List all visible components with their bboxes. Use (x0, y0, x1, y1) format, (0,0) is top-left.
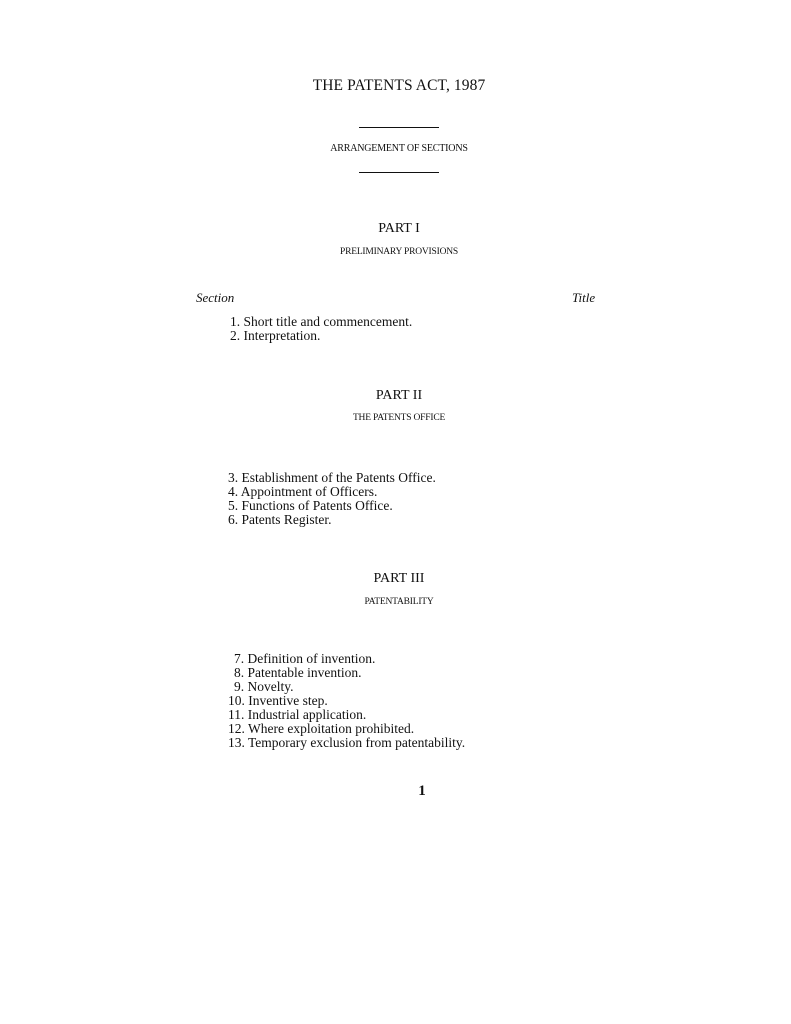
page-number: 1 (418, 783, 426, 799)
section-entry: 3. Establishment of the Patents Office. (228, 470, 436, 485)
section-entry: 4. Appointment of Officers. (228, 484, 378, 499)
section-entry: 7. Definition of invention. (234, 651, 376, 666)
part-3-heading: PATENTABILITY (364, 597, 434, 607)
section-entry: 10. Inventive step. (228, 693, 328, 708)
part-1-label: PART I (378, 221, 420, 236)
section-entry: 11. Industrial application. (228, 707, 367, 722)
part-2-section-list (228, 471, 436, 527)
title-column-label: Title (572, 290, 596, 305)
title-divider-top (359, 127, 439, 128)
section-entry: 6. Patents Register. (228, 512, 332, 527)
title-divider-bottom (359, 172, 439, 173)
part-1-heading: PRELIMINARY PROVISIONS (340, 247, 458, 257)
part-1-section-list (230, 315, 412, 343)
document-title: THE PATENTS ACT, 1987 (312, 77, 486, 94)
section-entry: 9. Novelty. (234, 679, 294, 694)
section-entry: 2. Interpretation. (230, 328, 321, 343)
section-entry: 13. Temporary exclusion from patentability. (228, 735, 466, 750)
section-entry: 5. Functions of Patents Office. (228, 498, 393, 513)
part-3-section-list (228, 652, 465, 750)
section-column-label: Section (196, 290, 235, 305)
arrangement-heading: ARRANGEMENT OF SECTIONS (330, 143, 468, 154)
part-2-label: PART II (375, 388, 423, 403)
section-entry: 8. Patentable invention. (234, 665, 362, 680)
part-2-heading: THE PATENTS OFFICE (352, 413, 446, 423)
section-entry: 1. Short title and commencement. (230, 314, 413, 329)
section-entry: 12. Where exploitation prohibited. (228, 721, 415, 736)
part-3-label: PART III (373, 571, 425, 586)
